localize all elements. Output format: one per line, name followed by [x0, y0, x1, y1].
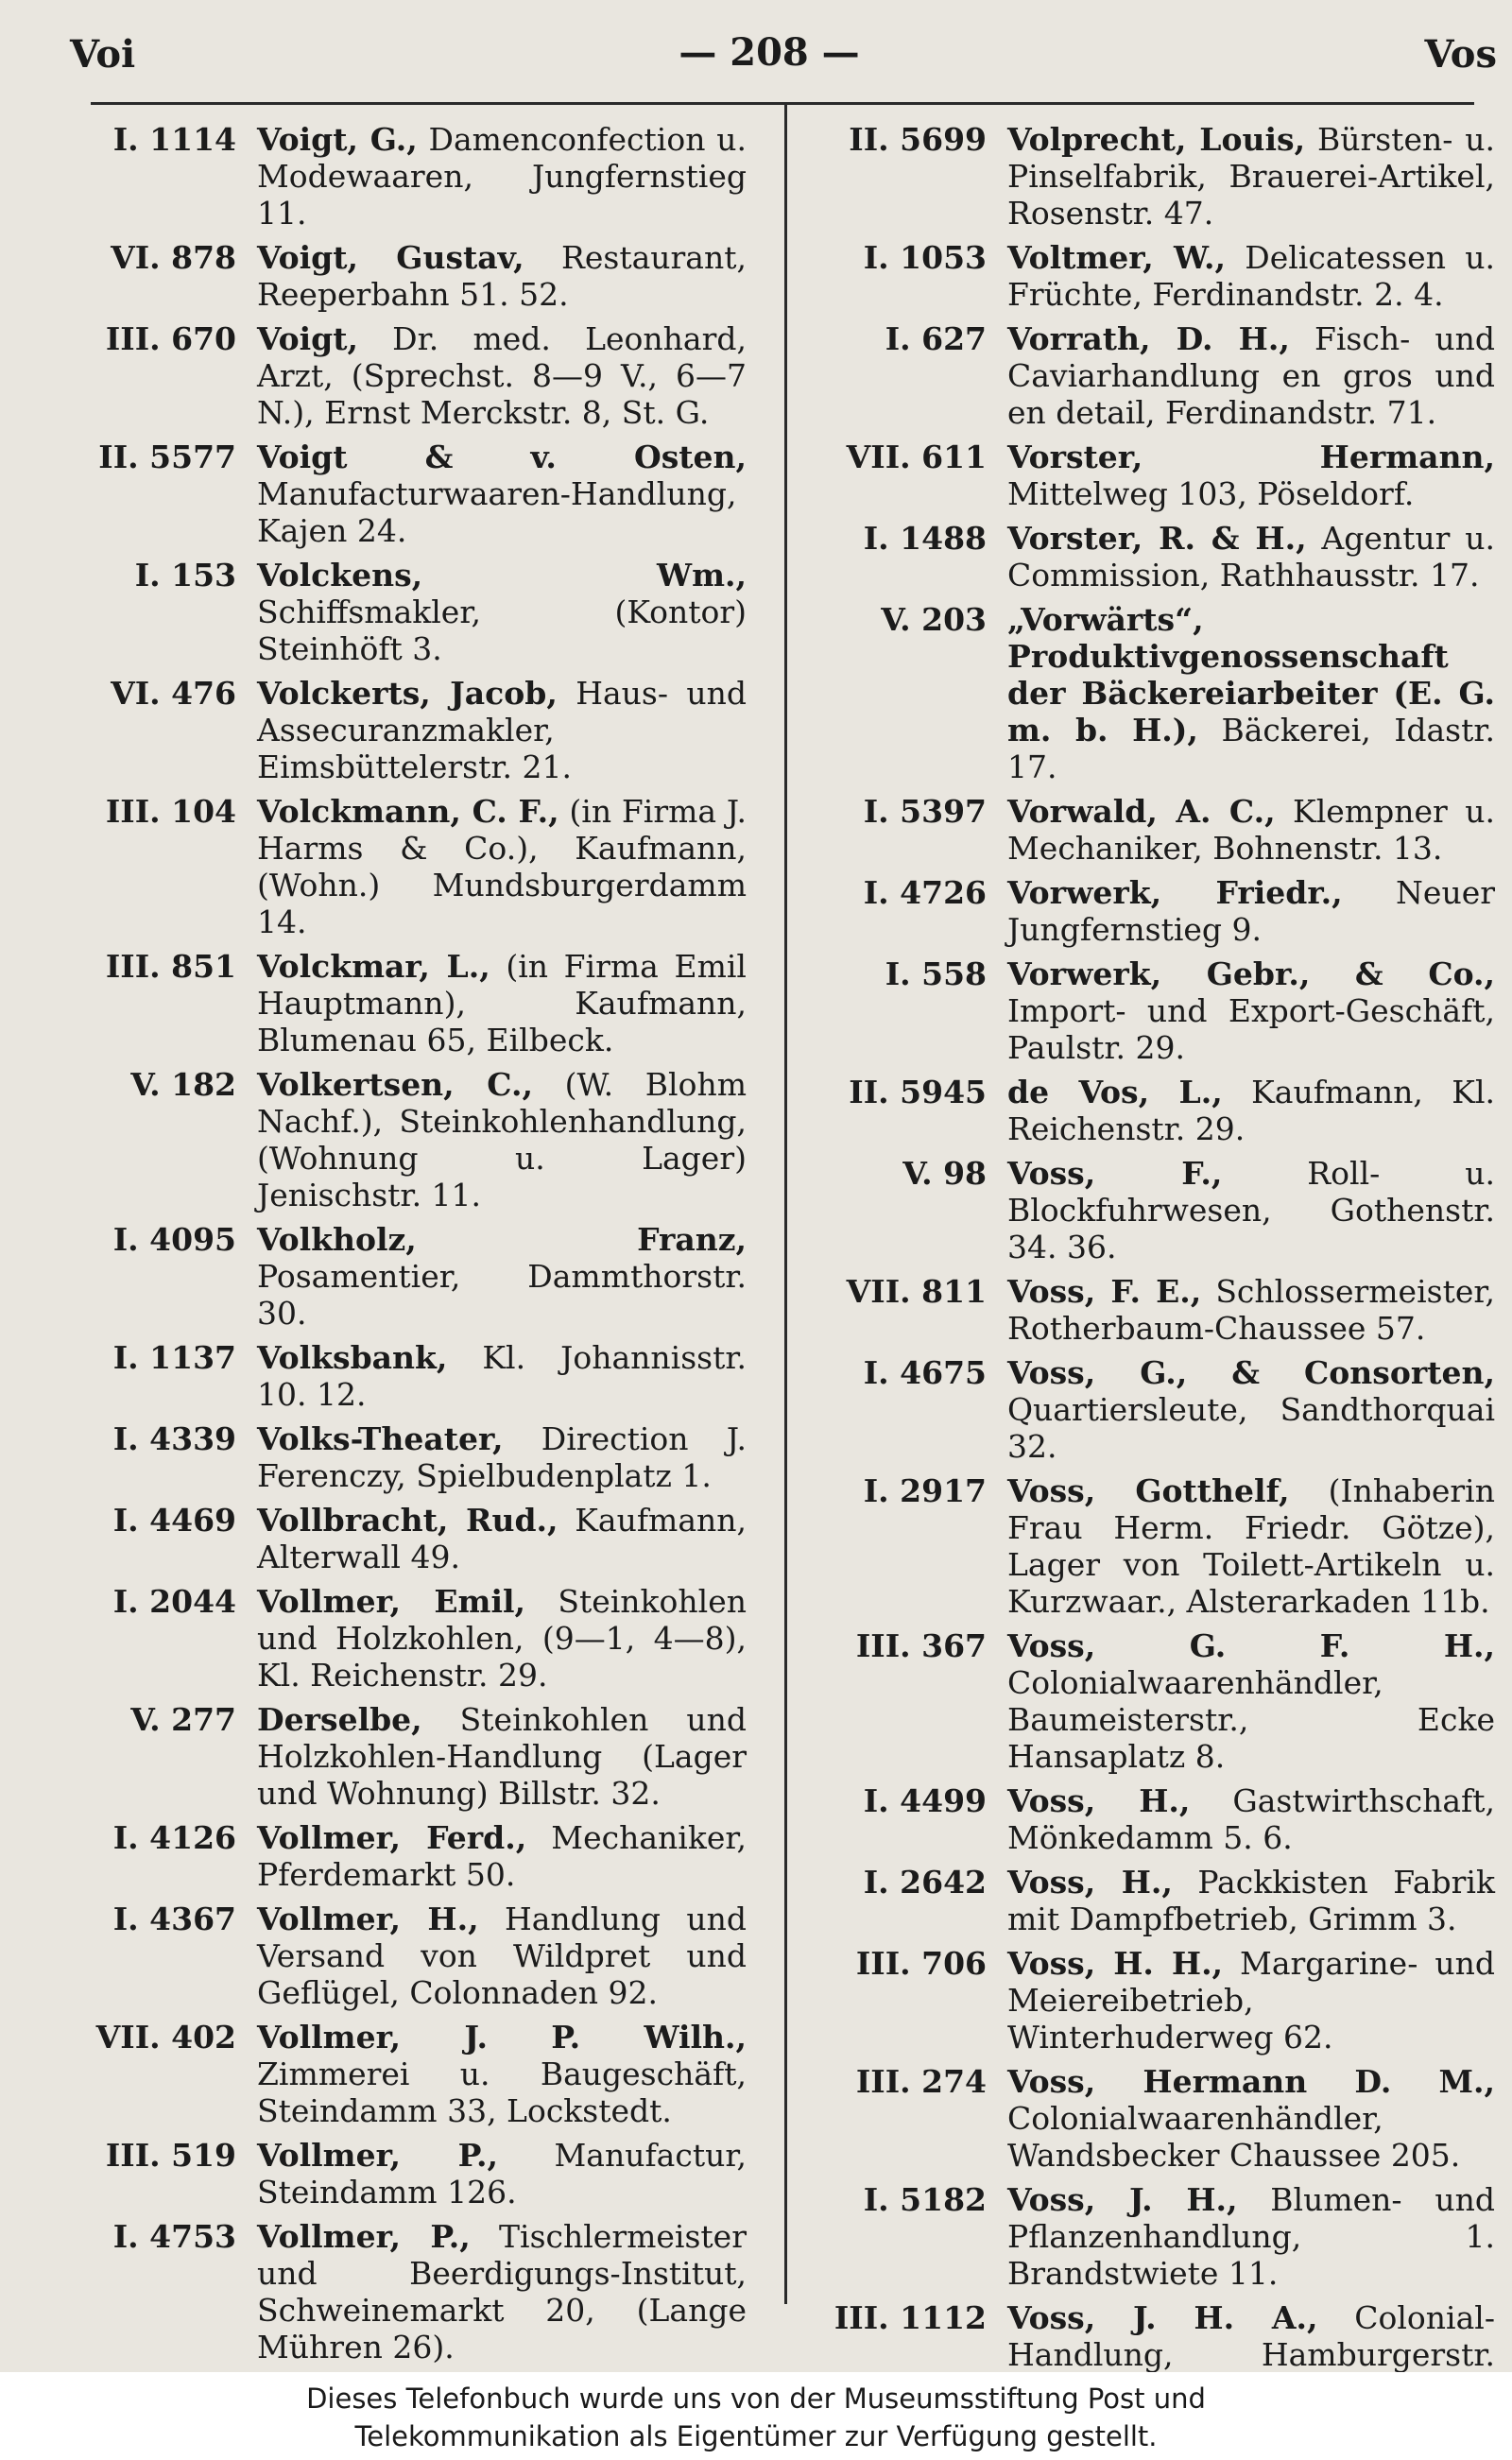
entry-name: Vollmer, Emil,: [257, 1583, 526, 1620]
column-divider: [784, 102, 787, 2304]
phone-number: I. 153: [134, 557, 236, 593]
entry-details: Steinkohlen und Holzkohlen, (9—1, 4—8), Kl. Reichenstr. 29.: [257, 1583, 747, 1694]
phone-number: I. 4726: [863, 874, 987, 911]
entry-details: Haus- und Assecuranzmakler, Eimsbüttelerstr. 21.: [257, 675, 747, 785]
entry-name: Volkertsen, C.,: [257, 1066, 533, 1103]
directory-entry: [0, 2019, 784, 2129]
entry-details: Blumen- und Pflanzenhandlung, 1. Brandstwiete 11.: [1007, 2181, 1495, 2292]
directory-entry: [0, 1901, 784, 2011]
entry-text: [1007, 2181, 1512, 2292]
directory-entry: [0, 2137, 784, 2211]
directory-entry: [0, 948, 784, 1058]
entry-details: Handlung und Versand von Wildpret und Geflügel, Colonnaden 92.: [257, 1901, 747, 2011]
phone-number: I. 4126: [112, 1819, 236, 1856]
entry-name: Voss, J. H. A.,: [1007, 2299, 1318, 2336]
entry-text: [1007, 601, 1512, 785]
directory-entry: [0, 1819, 784, 1893]
entry-details: Direction J. Ferenczy, Spielbudenplatz 1.: [257, 1420, 747, 1494]
entry-name: Voss, G. F. H.,: [1007, 1627, 1495, 1664]
page-header: [38, 26, 1501, 83]
phone-number: III. 1112: [833, 2299, 987, 2336]
entry-name: Volksbank,: [257, 1339, 448, 1376]
phone-number: V. 203: [881, 601, 987, 638]
entry-details: Restaurant, Reeperbahn 51. 52.: [257, 239, 747, 313]
directory-entry: [0, 320, 784, 431]
directory-entry: [0, 675, 784, 785]
entry-text: [1007, 1354, 1512, 1465]
phone-number: V. 182: [130, 1066, 236, 1103]
phone-number: III. 706: [855, 1945, 987, 1982]
entry-text: [257, 1819, 784, 1893]
entry-details: Colonial-Handlung, Hamburgerstr.: [1007, 2299, 1495, 2372]
directory-entry: [0, 2218, 784, 2365]
entry-details: Packkisten Fabrik mit Dampfbetrieb, Grimm 3.: [1007, 1864, 1495, 1937]
entry-name: Vorrath, D. H.,: [1007, 320, 1290, 357]
entry-text: [257, 1221, 784, 1332]
phone-number: III. 367: [855, 1627, 987, 1664]
entry-text: [1007, 1472, 1512, 1620]
entry-details: Fisch- und Caviarhandlung en gros und en detail, Ferdinandstr. 71.: [1007, 320, 1495, 431]
phone-number: III. 519: [105, 2137, 236, 2174]
directory-entry: [0, 1701, 784, 1812]
entry-details: Tischlermeister und Beerdigungs-Institut, Schweinemarkt 20, (Lange Mühren 26).: [257, 2218, 747, 2365]
entry-name: Voss, H. H.,: [1007, 1945, 1224, 1982]
directory-entry: [790, 121, 1512, 232]
entry-text: [1007, 520, 1512, 593]
entry-name: Volckmann, C. F.,: [257, 793, 559, 830]
entry-details: Roll- u. Blockfuhrwesen, Gothenstr. 34. 36.: [1007, 1155, 1495, 1265]
entry-name: Voigt, Gustav,: [257, 239, 524, 276]
entry-details: Neuer Jungfernstieg 9.: [1007, 874, 1496, 948]
header-right-keyword: Vos: [1424, 32, 1497, 77]
entry-text: [257, 793, 784, 940]
entry-text: [1007, 1627, 1512, 1775]
directory-entry: [790, 2181, 1512, 2292]
entry-text: [257, 2019, 784, 2129]
phone-number: I. 627: [885, 320, 987, 357]
directory-entry: [790, 1945, 1512, 2056]
footer-notice: [0, 2372, 1512, 2460]
entry-details: Damenconfection u. Modewaaren, Jungfernstieg 11.: [257, 121, 747, 232]
directory-entry: [790, 520, 1512, 593]
entry-text: [257, 2137, 784, 2211]
directory-entry: [790, 439, 1512, 512]
entry-name: Voss, F.,: [1007, 1155, 1223, 1192]
entry-text: [1007, 793, 1512, 867]
phone-number: VII. 402: [95, 2019, 236, 2056]
phone-number: II. 5699: [849, 121, 987, 158]
entry-text: [1007, 1273, 1512, 1347]
entry-details: Gastwirthschaft, Mönkedamm 5. 6.: [1007, 1782, 1495, 1856]
directory-entry: [790, 1782, 1512, 1856]
entry-details: Margarine- und Meiereibetrieb, Winterhuderweg 62.: [1007, 1945, 1495, 2056]
entry-details: (W. Blohm Nachf.), Steinkohlenhandlung, (Wohnung u. Lager) Jenischstr. 11.: [257, 1066, 747, 1213]
entry-details: (Inhaberin Frau Herm. Friedr. Götze), Lager von Toilett-Artikeln u. Kurzwaar., Alsterarkaden 11b.: [1007, 1472, 1495, 1620]
entry-name: Voigt,: [257, 320, 358, 357]
entry-details: Bäckerei, Idastr. 17.: [1007, 712, 1495, 785]
directory-entry: [0, 1502, 784, 1575]
entry-text: [1007, 955, 1512, 1066]
directory-entry: [0, 793, 784, 940]
directory-entry: [0, 121, 784, 232]
entry-details: (in Firma J. Harms & Co.), Kaufmann, (Wohn.) Mundsburgerdamm 14.: [257, 793, 747, 940]
entry-name: Volkholz, Franz,: [257, 1221, 747, 1258]
entry-details: Kaufmann, Alterwall 49.: [257, 1502, 747, 1575]
entry-name: Vorwerk, Gebr., & Co.,: [1007, 955, 1495, 992]
entry-name: Derselbe,: [257, 1701, 422, 1738]
entry-text: [257, 675, 784, 785]
entry-details: Schlossermeister, Rotherbaum-Chaussee 57.: [1007, 1273, 1496, 1347]
entry-text: [1007, 2063, 1512, 2174]
entry-text: [257, 948, 784, 1058]
phone-number: II. 5945: [849, 1074, 987, 1110]
entry-text: [1007, 874, 1512, 948]
phone-number: I. 2642: [863, 1864, 987, 1901]
entry-text: [1007, 121, 1512, 232]
phone-number: I. 4675: [863, 1354, 987, 1391]
entry-name: Volckmar, L.,: [257, 948, 490, 985]
entry-name: Voss, H.,: [1007, 1782, 1191, 1819]
footer-line-2: Telekommunikation als Eigentümer zur Verfügung gestellt.: [354, 2420, 1158, 2452]
phone-number: III. 104: [105, 793, 236, 830]
phone-number: I. 1053: [863, 239, 987, 276]
entry-details: Zimmerei u. Baugeschäft, Steindamm 33, Lockstedt.: [257, 2056, 747, 2129]
entry-text: [257, 1901, 784, 2011]
phone-number: I. 1137: [112, 1339, 236, 1376]
left-column: [0, 121, 784, 2372]
entry-name: Vorwald, A. C.,: [1007, 793, 1276, 830]
phone-number: I. 1114: [112, 121, 236, 158]
phone-number: VII. 611: [846, 439, 987, 475]
entry-text: [257, 439, 784, 549]
directory-entry: [790, 1155, 1512, 1265]
directory-entry: [790, 874, 1512, 948]
phone-number: III. 274: [855, 2063, 987, 2100]
entry-text: [1007, 2299, 1512, 2372]
phone-number: I. 4499: [863, 1782, 987, 1819]
entry-name: Vorwerk, Friedr.,: [1007, 874, 1343, 911]
entry-name: Voigt & v. Osten,: [257, 439, 747, 475]
entry-details: Mittelweg 103, Pöseldorf.: [1007, 475, 1415, 512]
header-rule: [91, 102, 1474, 105]
entry-text: [1007, 1074, 1512, 1147]
entry-name: Vorster, R. & H.,: [1007, 520, 1307, 557]
directory-entry: [790, 955, 1512, 1066]
directory-entry: [790, 1273, 1512, 1347]
directory-entry: [0, 1420, 784, 1494]
phone-number: I. 558: [885, 955, 987, 992]
entry-text: [257, 121, 784, 232]
entry-details: Kaufmann, Kl. Reichenstr. 29.: [1007, 1074, 1495, 1147]
directory-entry: [790, 601, 1512, 785]
directory-entry: [0, 239, 784, 313]
phone-number: V. 277: [130, 1701, 236, 1738]
entry-name: Voss, F. E.,: [1007, 1273, 1202, 1310]
directory-entry: [790, 320, 1512, 431]
entry-name: Voss, J. H.,: [1007, 2181, 1238, 2218]
entry-text: [257, 1701, 784, 1812]
directory-entry: [0, 1066, 784, 1213]
phone-number: VI. 476: [111, 675, 236, 712]
entry-text: [1007, 239, 1512, 313]
entry-name: Vorster, Hermann,: [1007, 439, 1495, 475]
header-left-keyword: Voi: [70, 32, 136, 77]
phone-number: V. 98: [902, 1155, 987, 1192]
entry-name: Vollmer, P.,: [257, 2218, 471, 2255]
entry-name: Volks-Theater,: [257, 1420, 504, 1457]
directory-entry: [790, 2299, 1512, 2372]
entry-text: [257, 2218, 784, 2365]
directory-entry: [0, 1583, 784, 1694]
directory-entry: [790, 1472, 1512, 1620]
phone-number: I. 5397: [863, 793, 987, 830]
entry-text: [257, 557, 784, 667]
phone-number: II. 5577: [98, 439, 236, 475]
phone-number: VII. 811: [846, 1273, 987, 1310]
phone-number: I. 4339: [112, 1420, 236, 1457]
directory-entry: [790, 239, 1512, 313]
entry-text: [257, 1420, 784, 1494]
entry-name: Voltmer, W.,: [1007, 239, 1226, 276]
entry-name: Volckerts, Jacob,: [257, 675, 558, 712]
entry-text: [1007, 439, 1512, 512]
directory-entry: [790, 2063, 1512, 2174]
entry-text: [257, 1583, 784, 1694]
page-number: — 208 —: [679, 30, 860, 75]
entry-name: Vollmer, P.,: [257, 2137, 498, 2174]
phone-number: III. 851: [105, 948, 236, 985]
right-column: [790, 121, 1512, 2372]
entry-name: Voss, Hermann D. M.,: [1007, 2063, 1495, 2100]
entry-text: [1007, 1782, 1512, 1856]
entry-text: [1007, 320, 1512, 431]
phone-number: VI. 878: [111, 239, 236, 276]
directory-entry: [0, 557, 784, 667]
entry-name: Voss, G., & Consorten,: [1007, 1354, 1495, 1391]
phone-number: I. 4367: [112, 1901, 236, 1937]
entry-details: Delicatessen u. Früchte, Ferdinandstr. 2. 4.: [1007, 239, 1495, 313]
entry-details: Agentur u. Commission, Rathhausstr. 17.: [1007, 520, 1495, 593]
phone-number: I. 1488: [863, 520, 987, 557]
entry-name: Volprecht, Louis,: [1007, 121, 1306, 158]
entry-name: Vollbracht, Rud.,: [257, 1502, 558, 1539]
entry-details: Manufactur, Steindamm 126.: [257, 2137, 747, 2211]
phone-number: III. 670: [105, 320, 236, 357]
entry-name: „Vorwärts“, Produktivgenossenschaft der Bäckereiarbeiter (E. G. m. b. H.),: [1007, 601, 1495, 748]
footer-line-1: Dieses Telefonbuch wurde uns von der Museumsstiftung Post und: [306, 2383, 1206, 2415]
directory-entry: [790, 793, 1512, 867]
entry-name: Vollmer, Ferd.,: [257, 1819, 527, 1856]
phone-number: I. 5182: [863, 2181, 987, 2218]
entry-text: [257, 1502, 784, 1575]
entry-details: Mechaniker, Pferdemarkt 50.: [257, 1819, 747, 1893]
entry-details: Kl. Johannisstr. 10. 12.: [257, 1339, 747, 1413]
entry-details: Schiffsmakler, (Kontor) Steinhöft 3.: [257, 593, 747, 667]
entry-details: Posamentier, Dammthorstr. 30.: [257, 1258, 747, 1332]
entry-text: [257, 1066, 784, 1213]
entry-details: Dr. med. Leonhard, Arzt, (Sprechst. 8—9 V., 6—7 N.), Ernst Merckstr. 8, St. G.: [257, 320, 747, 431]
directory-entry: [790, 1354, 1512, 1465]
phone-number: I. 2917: [863, 1472, 987, 1509]
directory-entry: [0, 1339, 784, 1413]
entry-text: [257, 320, 784, 431]
phone-number: I. 4095: [112, 1221, 236, 1258]
phone-number: I. 2044: [112, 1583, 236, 1620]
entry-text: [1007, 1155, 1512, 1265]
directory-entry: [790, 1074, 1512, 1147]
entry-text: [1007, 1864, 1512, 1937]
phone-number: I. 4469: [112, 1502, 236, 1539]
directory-entry: [790, 1864, 1512, 1937]
entry-details: (in Firma Emil Hauptmann), Kaufmann, Blumenau 65, Eilbeck.: [257, 948, 747, 1058]
entry-details: Bürsten- u. Pinselfabrik, Brauerei-Artikel, Rosenstr. 47.: [1007, 121, 1495, 232]
entry-name: Vollmer, H.,: [257, 1901, 479, 1937]
entry-name: Volckens, Wm.,: [257, 557, 747, 593]
entry-name: Voss, Gotthelf,: [1007, 1472, 1290, 1509]
entry-details: Colonialwaarenhändler, Wandsbecker Chaussee 205.: [1007, 2100, 1461, 2174]
directory-entry: [790, 1627, 1512, 1775]
entry-details: Quartiersleute, Sandthorquai 32.: [1007, 1391, 1495, 1465]
entry-text: [257, 239, 784, 313]
entry-details: Import- und Export-Geschäft, Paulstr. 29.: [1007, 992, 1495, 1066]
directory-entry: [0, 439, 784, 549]
entry-name: Voigt, G.,: [257, 121, 418, 158]
entry-details: Klempner u. Mechaniker, Bohnenstr. 13.: [1007, 793, 1495, 867]
directory-entry: [0, 1221, 784, 1332]
entry-details: Colonialwaarenhändler, Baumeisterstr., Ecke Hansaplatz 8.: [1007, 1664, 1495, 1775]
phone-number: I. 4753: [112, 2218, 236, 2255]
entry-name: Voss, H.,: [1007, 1864, 1173, 1901]
entry-text: [257, 1339, 784, 1413]
entry-text: [1007, 1945, 1512, 2056]
entry-details: Manufacturwaaren-Handlung, Kajen 24.: [257, 475, 737, 549]
entry-details: Steinkohlen und Holzkohlen-Handlung (Lager und Wohnung) Billstr. 32.: [257, 1701, 747, 1812]
entry-name: de Vos, L.,: [1007, 1074, 1223, 1110]
entry-name: Vollmer, J. P. Wilh.,: [257, 2019, 747, 2056]
